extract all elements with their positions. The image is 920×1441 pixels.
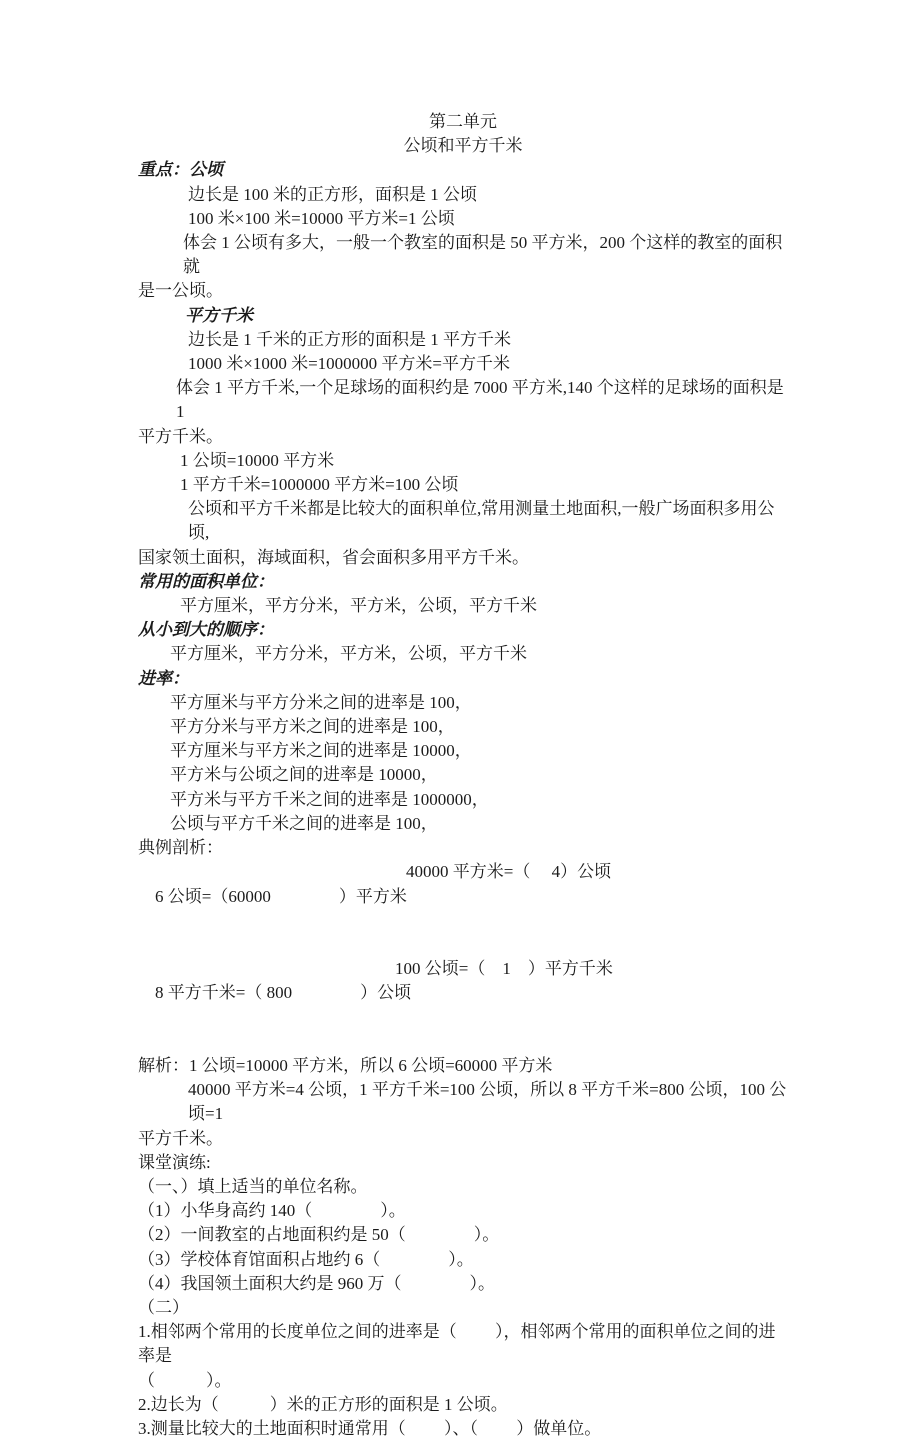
practice-question: 1.相邻两个常用的长度单位之间的进率是（ ），相邻两个常用的面积单位之间的进率是 (138, 1322, 776, 1366)
conversion-line: 公顷与平方千米之间的进率是 100， (170, 813, 438, 833)
practice-question: 2.边长为（ ）米的正方形的面积是 1 公顷。 (138, 1394, 508, 1414)
example-left: 8 平方千米=（ 800 ）公顷 (155, 983, 412, 1003)
example-left: 6 公顷=（60000 ）平方米 (155, 886, 407, 906)
example-row (138, 957, 788, 1054)
practice-part1-title: （一、）填上适当的单位名称。 (138, 1176, 368, 1196)
heading-key-points: 重点：公顷 (138, 160, 223, 180)
key-points-line: 100 米×100 米=10000 平方米=1 公顷 (188, 208, 455, 228)
conversion-line: 平方厘米与平方分米之间的进率是 100， (170, 692, 472, 712)
practice-item: （3）学校体育馆面积占地约 6（ ）。 (138, 1249, 474, 1269)
order-list: 平方厘米，平方分米，平方米，公顷，平方千米 (170, 644, 527, 664)
doc-title: 公顷和平方千米 (403, 136, 523, 156)
common-units-list: 平方厘米，平方分米，平方米，公顷，平方千米 (180, 596, 537, 616)
conversion-line: 平方米与公顷之间的进率是 10000， (170, 765, 438, 785)
square-km-line: 体会 1 平方千米,一个足球场的面积约是 7000 平方米,140 个这样的足球场的面积是 1 (176, 378, 788, 422)
analysis-line: 解析：1 公顷=10000 平方米，所以 6 公顷=60000 平方米 (138, 1055, 553, 1075)
practice-item: （4）我国领土面积大约是 960 万（ ）。 (138, 1273, 495, 1293)
analysis-line: 平方千米。 (138, 1128, 223, 1148)
conversion-line: 平方厘米与平方米之间的进率是 10000， (170, 741, 472, 761)
heading-square-km: 平方千米 (185, 305, 253, 325)
conversion-line: 平方米与平方千米之间的进率是 1000000， (170, 789, 489, 809)
unit-title: 第二单元 (429, 112, 497, 131)
key-points-line: 边长是 100 米的正方形，面积是 1 公顷 (188, 184, 477, 204)
square-km-line: 公顷和平方千米都是比较大的面积单位,常用测量土地面积,一般广场面积多用公顷, (188, 499, 775, 543)
practice-item: （1）小华身高约 140（ ）。 (138, 1201, 406, 1221)
heading-order: 从小到大的顺序： (138, 620, 274, 640)
square-km-line: 边长是 1 千米的正方形的面积是 1 平方千米 (188, 329, 511, 349)
square-km-line: 平方千米。 (138, 426, 223, 446)
practice-part2-title: （二） (138, 1297, 189, 1317)
analysis-line: 40000 平方米=4 公顷，1 平方千米=100 公顷，所以 8 平方千米=800 公顷，100 公顷=1 (188, 1080, 787, 1124)
square-km-line: 1 平方千米=1000000 平方米=100 公顷 (180, 475, 459, 495)
example-right: 100 公顷=（ 1 ）平方千米 (395, 959, 613, 979)
example-right: 40000 平方米=（ 4）公顷 (406, 862, 612, 882)
example-row (138, 860, 788, 957)
heading-conversion-rates: 进率： (138, 668, 189, 688)
practice-item: （2）一间教室的占地面积约是 50（ ）。 (138, 1225, 500, 1245)
practice-question: 3.测量比较大的土地面积时通常用（ ）、（ ）做单位。 (138, 1418, 602, 1438)
heading-common-units: 常用的面积单位： (138, 571, 274, 591)
key-points-line: 是一公顷。 (138, 281, 223, 301)
practice-question: （ ）。 (138, 1370, 232, 1390)
square-km-line: 国家领土面积，海域面积，省会面积多用平方千米。 (138, 547, 529, 567)
key-points-line: 体会 1 公顷有多大，一般一个教室的面积是 50 平方米，200 个这样的教室的面积就 (183, 233, 783, 277)
heading-class-practice: 课堂演练: (138, 1152, 211, 1172)
heading-examples: 典例剖析： (138, 838, 223, 858)
conversion-line: 平方分米与平方米之间的进率是 100， (170, 717, 455, 737)
square-km-line: 1 公顷=10000 平方米 (180, 450, 335, 470)
square-km-line: 1000 米×1000 米=1000000 平方米=平方千米 (188, 354, 511, 374)
